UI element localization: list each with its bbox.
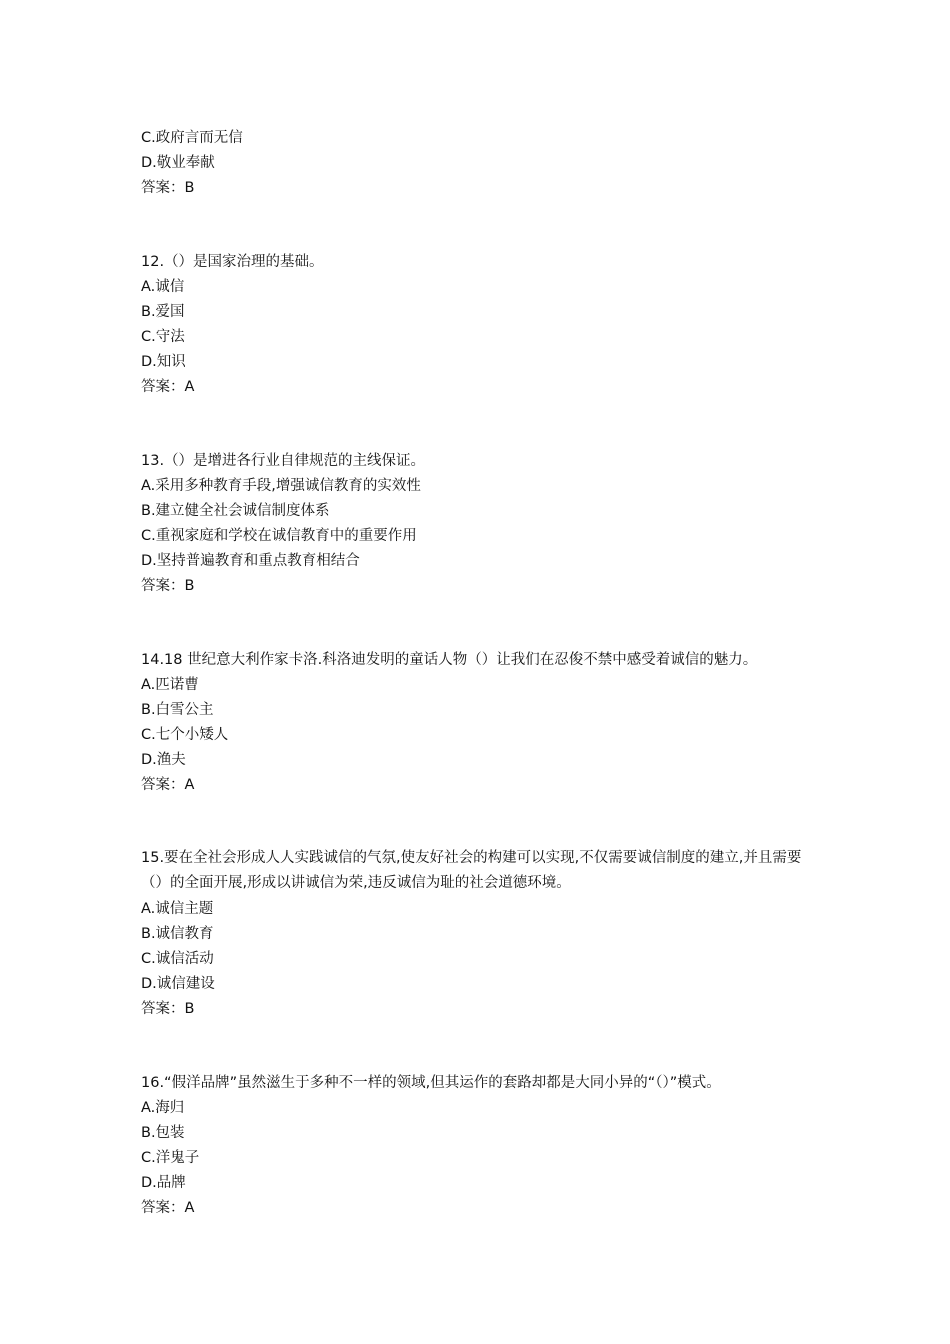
question-12-text: 12.（）是国家治理的基础。	[141, 254, 324, 270]
option-c: C.政府言而无信	[141, 130, 243, 146]
question-13-option-c: C.重视家庭和学校在诚信教育中的重要作用	[141, 528, 417, 544]
question-13-answer: 答案：B	[141, 578, 195, 594]
question-12-option-b: B.爱国	[141, 304, 185, 320]
option-d: D.敬业奉献	[141, 155, 215, 171]
question-16-text: 16.“假洋品牌”虽然滋生于多种不一样的领域,但其运作的套路却都是大同小异的“（）”模式。	[141, 1075, 721, 1091]
question-16-option-a: A.海归	[141, 1100, 185, 1116]
question-13-text: 13.（）是增进各行业自律规范的主线保证。	[141, 453, 426, 469]
answer: 答案：B	[141, 180, 195, 196]
question-14-option-d: D.渔夫	[141, 752, 186, 768]
question-13-option-a: A.采用多种教育手段,增强诚信教育的实效性	[141, 478, 421, 494]
question-16-option-b: B.包装	[141, 1125, 185, 1141]
question-15-option-a: A.诚信主题	[141, 901, 214, 917]
question-12-option-c: C.守法	[141, 329, 185, 345]
question-16-answer: 答案：A	[141, 1200, 195, 1216]
question-15-option-b: B.诚信教育	[141, 926, 214, 942]
question-14-answer: 答案：A	[141, 777, 195, 793]
question-12-option-d: D.知识	[141, 354, 186, 370]
question-14-option-a: A.匹诺曹	[141, 677, 199, 693]
question-15-option-d: D.诚信建设	[141, 976, 215, 992]
question-13-option-b: B.建立健全社会诚信制度体系	[141, 503, 330, 519]
question-12-option-a: A.诚信	[141, 279, 185, 295]
question-13-option-d: D.坚持普遍教育和重点教育相结合	[141, 553, 360, 569]
question-15-text: 15.要在全社会形成人人实践诚信的气氛,使友好社会的构建可以实现,不仅需要诚信制度的建立,并且需要（）的全面开展,形成以讲诚信为荣,违反诚信为耻的社会道德环境。	[141, 850, 802, 891]
question-15-option-c: C.诚信活动	[141, 951, 214, 967]
question-14-option-b: B.白雪公主	[141, 702, 214, 718]
question-14-text: 14.18 世纪意大利作家卡洛.科洛迪发明的童话人物（）让我们在忍俊不禁中感受着诚信的魅力。	[141, 652, 758, 668]
question-12-answer: 答案：A	[141, 379, 195, 395]
question-14-option-c: C.七个小矮人	[141, 727, 229, 743]
question-15-answer: 答案：B	[141, 1001, 195, 1017]
question-16-option-c: C.洋鬼子	[141, 1150, 200, 1166]
question-16-option-d: D.品牌	[141, 1175, 186, 1191]
